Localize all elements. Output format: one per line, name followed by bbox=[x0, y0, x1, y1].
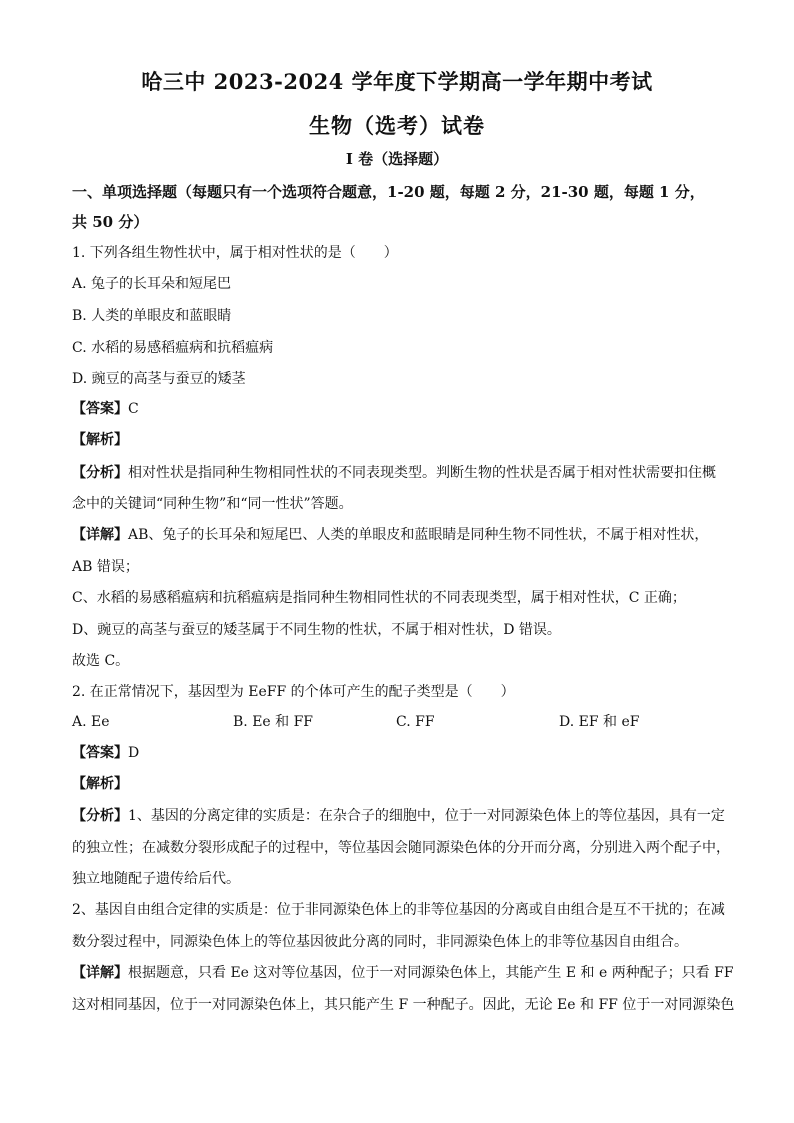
question-1-option-c: C. 水稻的易感稻瘟病和抗稻瘟病 bbox=[72, 340, 274, 356]
question-1-jiexi-heading: 【解析】 bbox=[72, 432, 128, 448]
question-2-option-d: D. EF 和 eF bbox=[559, 714, 640, 730]
question-1-analysis-line-1 bbox=[72, 463, 732, 483]
analysis-text: 1、基因的分离定律的实质是：在杂合子的细胞中，位于一对同源染色体上的等位基因，具有一定 bbox=[128, 808, 725, 824]
question-2-analysis-line-2: 的独立性；在减数分裂形成配子的过程中，等位基因会随同源染色体的分开而分离，分别进入两个配子中， bbox=[72, 840, 730, 856]
question-2-analysis-line-5: 数分裂过程中，同源染色体上的等位基因彼此分离的同时，非同源染色体上的非等位基因自由组合。 bbox=[72, 934, 688, 950]
volume-heading: I 卷（选择题） bbox=[345, 150, 449, 168]
question-2-detail-line-2: 这对相同基因，位于一对同源染色体上，其只能产生 F 一种配子。因此，无论 Ee 和 FF 位于一对同源染色 bbox=[72, 997, 735, 1013]
answer-value: D bbox=[128, 745, 140, 761]
question-1-detail-line-3: C、水稻的易感稻瘟病和抗稻瘟病是指同种生物相同性状的不同表现类型，属于相对性状，C 正确； bbox=[72, 590, 686, 606]
question-2-option-c: C. FF bbox=[396, 714, 435, 730]
detail-text: 根据题意，只看 Ee 这对等位基因，位于一对同源染色体上，其能产生 E 和 e 两种配子；只看 FF bbox=[128, 965, 734, 981]
question-2-stem: 2. 在正常情况下，基因型为 EeFF 的个体可产生的配子类型是（ ） bbox=[72, 684, 515, 700]
question-1-detail-line-4: D、豌豆的高茎与蚕豆的矮茎属于不同生物的性状，不属于相对性状，D 错误。 bbox=[72, 622, 561, 638]
exam-subtitle: 生物（选考）试卷 bbox=[309, 113, 485, 138]
question-2-option-b: B. Ee 和 FF bbox=[233, 714, 314, 730]
question-2-jiexi-heading: 【解析】 bbox=[72, 776, 128, 792]
question-2-detail-line-1 bbox=[72, 963, 732, 983]
section-heading-line-1: 一、单项选择题（每题只有一个选项符合题意，1-20 题，每题 2 分，21-30 题，每题 1 分， bbox=[72, 183, 705, 201]
question-1-option-a: A. 兔子的长耳朵和短尾巴 bbox=[72, 276, 232, 292]
detail-tag: 【详解】 bbox=[72, 527, 128, 543]
detail-tag: 【详解】 bbox=[72, 965, 128, 981]
question-2-analysis-line-3: 独立地随配子遗传给后代。 bbox=[72, 871, 240, 887]
question-2-analysis-line-4: 2、基因自由组合定律的实质是：位于非同源染色体上的非等位基因的分离或自由组合是互不干扰的；在减 bbox=[72, 902, 725, 918]
question-1-stem: 1. 下列各组生物性状中，属于相对性状的是（ ） bbox=[72, 245, 398, 261]
question-1-answer bbox=[72, 399, 732, 419]
question-1-conclusion: 故选 C。 bbox=[72, 653, 130, 669]
answer-tag: 【答案】 bbox=[72, 745, 128, 761]
detail-text: AB、兔子的长耳朵和短尾巴、人类的单眼皮和蓝眼睛是同种生物不同性状，不属于相对性状， bbox=[128, 527, 709, 543]
question-1-detail-line-1 bbox=[72, 525, 732, 545]
question-1-option-d: D. 豌豆的高茎与蚕豆的矮茎 bbox=[72, 371, 246, 387]
question-2-option-a: A. Ee bbox=[72, 714, 110, 730]
question-2-answer bbox=[72, 743, 732, 763]
question-2-analysis-line-1 bbox=[72, 806, 732, 826]
analysis-tag: 【分析】 bbox=[72, 808, 128, 824]
analysis-tag: 【分析】 bbox=[72, 465, 128, 481]
question-1-detail-line-2: AB 错误； bbox=[72, 559, 139, 575]
question-1-option-b: B. 人类的单眼皮和蓝眼睛 bbox=[72, 308, 232, 324]
answer-value: C bbox=[128, 401, 139, 417]
analysis-text: 相对性状是指同种生物相同性状的不同表现类型。判断生物的性状是否属于相对性状需要扣住概 bbox=[128, 465, 716, 481]
question-1-analysis-line-2: 念中的关键词“同种生物”和“同一性状”答题。 bbox=[72, 496, 353, 512]
exam-title: 哈三中 2023-2024 学年度下学期高一学年期中考试 bbox=[141, 69, 653, 94]
section-heading-line-2: 共 50 分） bbox=[72, 213, 149, 231]
answer-tag: 【答案】 bbox=[72, 401, 128, 417]
